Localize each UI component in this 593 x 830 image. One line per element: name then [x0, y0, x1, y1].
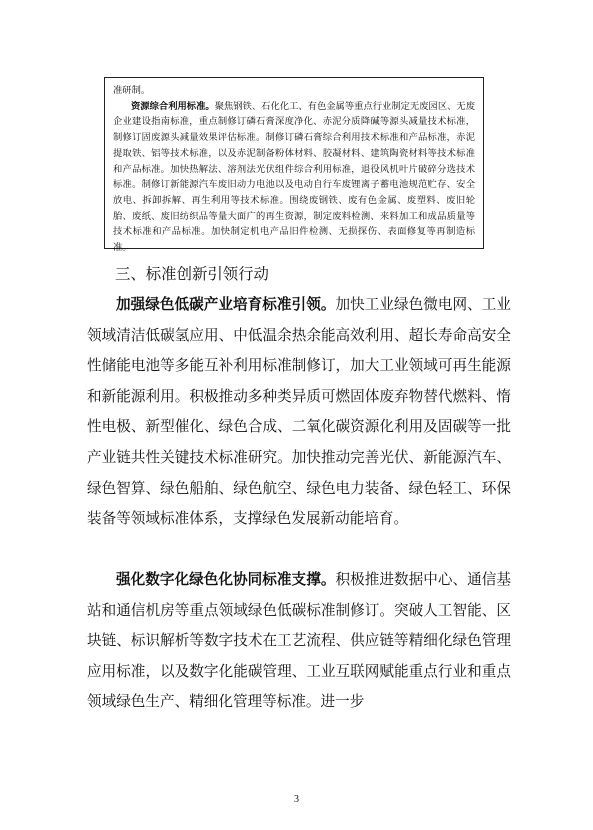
paragraph-2-body: 积极推进数据中心、通信基站和通信机房等重点领域绿色低碳标准制修订。突破人工智能、区块链、标识解析等数字技术在工艺流程、供应链等精细化绿色管理应用标准，以及数字化能碳管理、工业互联网赋能重点行业和重点领域绿色生产、精细化管理等标准。进一步: [87, 571, 511, 711]
box-continuation-line: 准研制。: [113, 85, 151, 96]
section-heading: 三、标准创新引领行动: [115, 265, 269, 283]
body-paragraph-1: [87, 290, 511, 535]
box-paragraph-body: 聚焦钢铁、石化化工、有色金属等重点行业制定无废园区、无废企业建设指南标准，重点制修订磷石膏深度净化、赤泥分质降碱等源头减量技术标准，制修订固废源头减量效果评估标准。制修订磷石膏综合利用技术标准和产品标准，赤泥提取铁、铝等技术标准，以及赤泥制备粉体材料、胶凝材料、建筑陶瓷材料等技术标准和产品标准。加快热解法、溶剂法光伏组件综合利用标准，退役风机叶片破碎分选技术标准。制修订新能源汽车废旧动力电池以及电动自行车废锂离子蓄电池规范贮存、安全放电、拆卸拆解、再生利用等技术标准。围绕废钢铁、废有色金属、废塑料、废旧轮胎、废纸、废旧纺织品等量大面广的再生资源，制定废料检测、来料加工和成品质量等技术标准和产品标准。加快制定机电产品旧件检测、无损探伤、表面修复等再制造标准。: [113, 100, 476, 254]
paragraph-1-title: 加强绿色低碳产业培育标准引领。: [116, 296, 336, 313]
box-paragraph-title: 资源综合利用标准。: [131, 100, 215, 112]
paragraph-2-title: 强化数字化绿色化协同标准支撑。: [116, 571, 336, 588]
body-paragraph-2: [87, 565, 511, 718]
page-number: 3: [294, 794, 299, 805]
paragraph-1-body: 加快工业绿色微电网、工业领域清洁低碳氢应用、中低温余热余能高效利用、超长寿命高安全性储能电池等多能互补利用标准制修订，加大工业领域可再生能源和新能源利用。积极推动多种类异质可燃固体废弃物替代燃料、惰性电极、新型催化、绿色合成、二氧化碳资源化利用及固碳等一批产业链共性关键技术标准研究。加快推动完善光伏、新能源汽车、绿色智算、绿色船舶、绿色航空、绿色电力装备、绿色轻工、环保装备等领域标准体系，支撑绿色发展新动能培育。: [87, 296, 511, 528]
text-box: [104, 77, 484, 254]
box-paragraph: [113, 99, 475, 256]
